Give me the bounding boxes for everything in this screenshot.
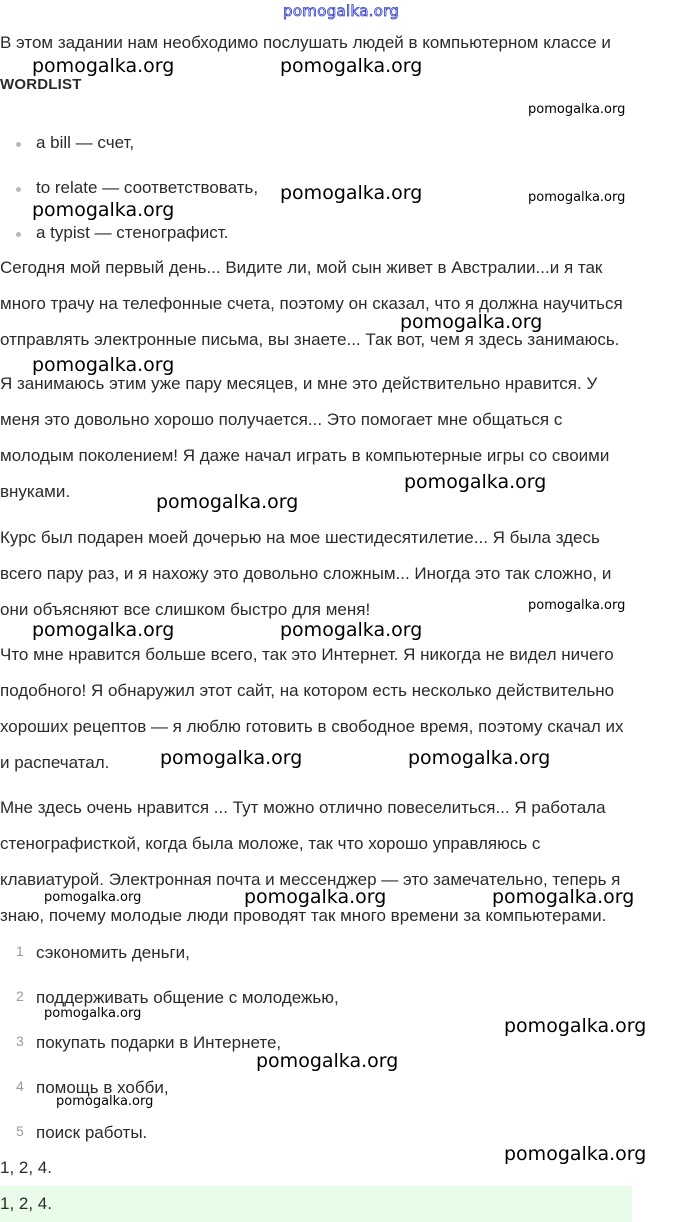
watermark: pomogalka.org [32,354,175,376]
watermark: pomogalka.org [256,1050,399,1072]
paragraph: Мне здесь очень нравится ... Тут можно отлично повеселиться... Я работала стенографисткой, когда была моложе, так что хорошо управляюсь с клавиатурой. Электронная почта и мессенджер — это замечательно, теперь я знаю, почему молодые люди проводят так много времени за компьютерами. [0,798,621,925]
wordlist-heading: WORDLIST [0,76,82,93]
watermark: pomogalka.org [244,886,387,908]
watermark: pomogalka.org [156,491,299,513]
watermark: pomogalka.org [280,55,423,77]
watermark: pomogalka.org [32,55,175,77]
watermark: pomogalka.org [504,1015,647,1037]
watermark: pomogalka.org [528,598,626,613]
paragraph: Что мне нравится больше всего, так это Интернет. Я никогда не видел ничего подобного! Я обнаружил этот сайт, на котором есть несколько действительно хороших рецептов — я люблю готовить в свободное время, поэтому скачал их и распечатал. [0,645,624,772]
paragraph: Я занимаюсь этим уже пару месяцев, и мне это действительно нравится. У меня это довольно хорошо получается... Это помогает мне общаться с молодым поколением! Я даже начал играть в компьютерные игры со своими внуками. [0,374,610,501]
watermark: pomogalka.org [408,747,551,769]
watermark: pomogalka.org [160,747,303,769]
answer-text: 1, 2, 4. [0,1158,52,1177]
intro-text: В этом задании нам необходимо послушать людей в компьютерном классе и [0,33,611,52]
answer-highlight [0,1186,632,1222]
answer-highlight-text: 1, 2, 4. [0,1194,52,1213]
watermark: pomogalka.org [528,190,626,205]
paragraph: Сегодня мой первый день... Видите ли, мой сын живет в Австралии...и я так много трачу на телефонные счета, поэтому он сказал, что я должна научиться отправлять электронные письма, вы знаете... Так вот, чем я здесь занимаюсь. [0,258,623,349]
watermark: pomogalka.org [44,890,142,905]
bullet-icon [16,142,21,147]
bullet-icon [16,232,21,237]
watermark: pomogalka.org [404,471,547,493]
paragraph: Курс был подарен моей дочерью на мое шестидесятилетие... Я была здесь всего пару раз, и я нахожу это довольно сложным... Иногда это так сложно, и они объясняют все слишком быстро для меня! [0,528,612,619]
watermark: pomogalka.org [400,311,543,333]
watermark: pomogalka.org [492,886,635,908]
watermark: pomogalka.org [56,1094,154,1109]
bullet-icon [16,187,21,192]
watermark: pomogalka.org [280,182,423,204]
watermark: pomogalka.org [504,1143,647,1165]
watermark: pomogalka.org [44,1006,142,1021]
watermark: pomogalka.org [528,102,626,117]
watermark: pomogalka.org [283,2,400,20]
watermark: pomogalka.org [32,619,175,641]
watermark: pomogalka.org [280,619,423,641]
watermark: pomogalka.org [32,199,175,221]
